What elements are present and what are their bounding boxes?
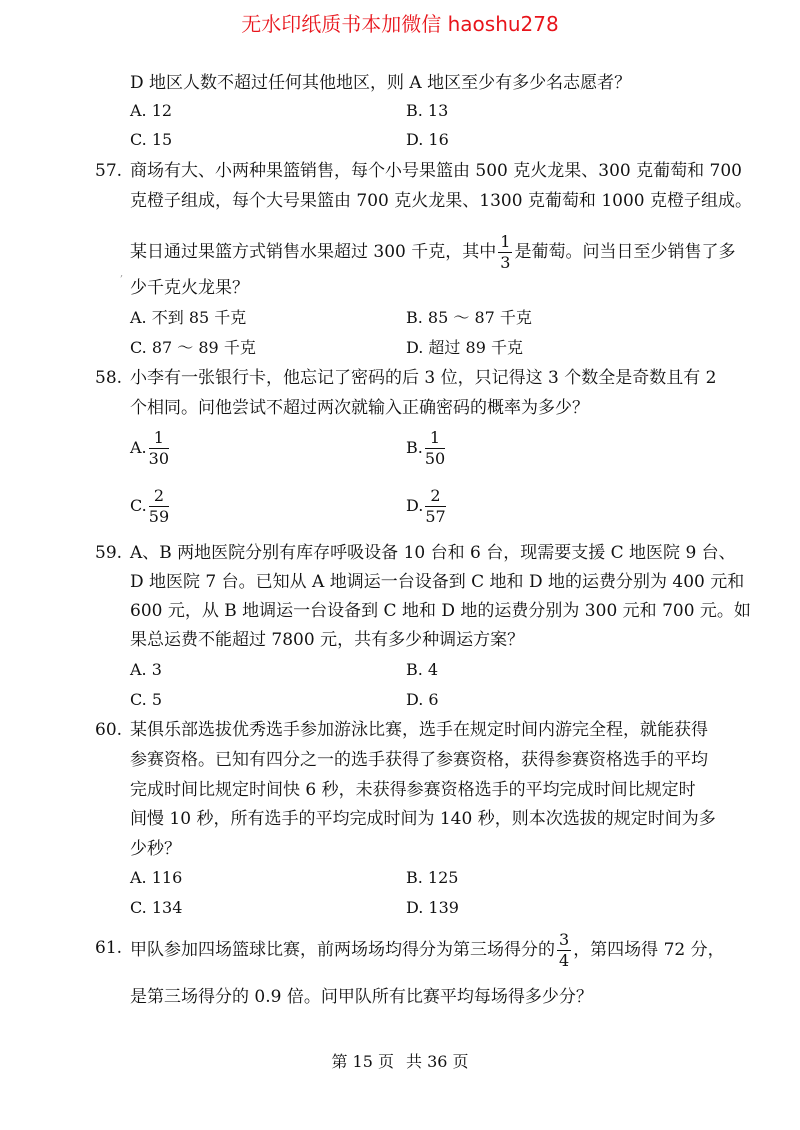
q58-option-b-label: B. [406, 438, 423, 457]
q58-line-1: 小李有一张银行卡，他忘记了密码的后 3 位，只记得这 3 个数全是奇数且有 2 [130, 368, 717, 388]
q60-line-1: 某俱乐部选拔优秀选手参加游泳比赛，选手在规定时间内游完全程，就能获得 [130, 720, 708, 740]
q61-fraction-denominator: 4 [559, 951, 570, 970]
watermark-text: 无水印纸质书本加微信 haoshu278 [241, 12, 559, 36]
q61-fraction-numerator: 3 [559, 930, 570, 949]
q58-option-a [130, 428, 171, 469]
q59-line-4: 果总运费不能超过 7800 元，共有多少种调运方案？ [130, 630, 525, 650]
q57-line-3-start: 某日通过果篮方式销售水果超过 300 千克，其中 [130, 242, 497, 262]
q58-option-d [406, 486, 448, 527]
q60-line-5: 少秒？ [130, 839, 181, 859]
q60-option-b: B. 125 [406, 868, 459, 887]
q56-option-a: A. 12 [130, 101, 173, 120]
q56-option-d: D. 16 [406, 130, 449, 149]
q58-option-a-label: A. [130, 438, 147, 457]
q58-option-d-numerator: 2 [425, 486, 445, 507]
q59-option-b: B. 4 [406, 660, 439, 679]
q58-option-b-numerator: 1 [425, 428, 445, 449]
q57-fraction-denominator: 3 [500, 253, 511, 272]
q58-option-b [406, 428, 447, 469]
q59-line-2: D 地医院 7 台。已知从 A 地调运一台设备到 C 地和 D 地的运费分别为 400 元和 [130, 572, 745, 592]
q58-option-a-numerator: 1 [149, 428, 169, 449]
q61-line-2: 是第三场得分的 0.9 倍。问甲队所有比赛平均每场得多少分？ [130, 987, 593, 1007]
q58-option-d-denominator: 57 [425, 507, 446, 526]
q61-line-1 [130, 930, 725, 971]
q57-option-a: A. 不到 85 千克 [130, 308, 247, 327]
q58-option-b-denominator: 50 [424, 449, 446, 468]
q61-line-1-end: ，第四场得 72 分， [573, 940, 725, 960]
q61-fraction [557, 930, 571, 971]
q60-line-4: 间慢 10 秒，所有选手的平均完成时间为 140 秒，则本次选拔的规定时间为多 [130, 809, 716, 829]
q58-option-d-fraction [425, 486, 445, 527]
q58-option-a-fraction [149, 428, 169, 469]
q58-option-c-numerator: 2 [149, 486, 169, 507]
q59-line-1: A、B 两地医院分别有库存呼吸设备 10 台和 6 台，现需要支援 C 地医院 9 台、 [130, 543, 736, 563]
q61-line-1-start: 甲队参加四场篮球比赛，前两场场均得分为第三场得分的 [130, 940, 555, 960]
q57-line-2: 克橙子组成，每个大号果篮由 700 克火龙果、1300 克葡萄和 1000 克橙子组成。 [130, 191, 752, 211]
q61-number: 61. [95, 938, 123, 958]
page-footer [0, 1049, 800, 1072]
q59-line-3: 600 元，从 B 地调运一台设备到 C 地和 D 地的运费分别为 300 元和 700 元。如 [130, 601, 751, 621]
q57-option-d: D. 超过 89 千克 [406, 338, 523, 357]
q58-option-c-fraction [149, 486, 169, 527]
q58-line-2: 个相同。问他尝试不超过两次就输入正确密码的概率为多少？ [130, 398, 589, 418]
q58-number: 58. [95, 368, 123, 388]
q58-option-b-fraction [425, 428, 445, 469]
q57-line-3 [130, 232, 735, 273]
q59-option-a: A. 3 [130, 660, 162, 679]
q57-option-c: C. 87 ～ 89 千克 [130, 338, 256, 357]
q60-line-3: 完成时间比规定时间快 6 秒，未获得参赛资格选手的平均完成时间比规定时 [130, 780, 696, 800]
q57-line-4: 少千克火龙果？ [130, 278, 249, 298]
q60-option-c: C. 134 [130, 898, 183, 917]
q56-option-c: C. 15 [130, 130, 173, 149]
q57-line-3-end: 是葡萄。问当日至少销售了多 [514, 242, 736, 262]
q57-fraction-numerator: 1 [500, 232, 511, 251]
q60-option-a: A. 116 [130, 868, 183, 887]
q58-option-c [130, 486, 171, 527]
q59-option-c: C. 5 [130, 690, 163, 709]
scan-speck: , [120, 268, 124, 279]
q58-option-d-label: D. [406, 496, 424, 515]
q59-number: 59. [95, 543, 123, 563]
q59-option-d: D. 6 [406, 690, 439, 709]
q56-continuation: D 地区人数不超过任何其他地区，则 A 地区至少有多少名志愿者？ [130, 73, 632, 93]
q57-option-b: B. 85 ～ 87 千克 [406, 308, 532, 327]
q58-option-a-denominator: 30 [148, 449, 169, 468]
page-total: 共 36 页 [406, 1052, 469, 1071]
q57-fraction [498, 232, 512, 273]
q57-line-1: 商场有大、小两种果篮销售，每个小号果篮由 500 克火龙果、300 克葡萄和 700 [130, 161, 742, 181]
page-number: 第 15 页 [331, 1052, 394, 1071]
q58-option-c-denominator: 59 [148, 507, 170, 526]
q60-line-2: 参赛资格。已知有四分之一的选手获得了参赛资格，获得参赛资格选手的平均 [130, 750, 708, 770]
q60-number: 60. [95, 720, 123, 740]
q60-option-d: D. 139 [406, 898, 459, 917]
q57-number: 57. [95, 161, 123, 181]
q56-option-b: B. 13 [406, 101, 449, 120]
q58-option-c-label: C. [130, 496, 147, 515]
